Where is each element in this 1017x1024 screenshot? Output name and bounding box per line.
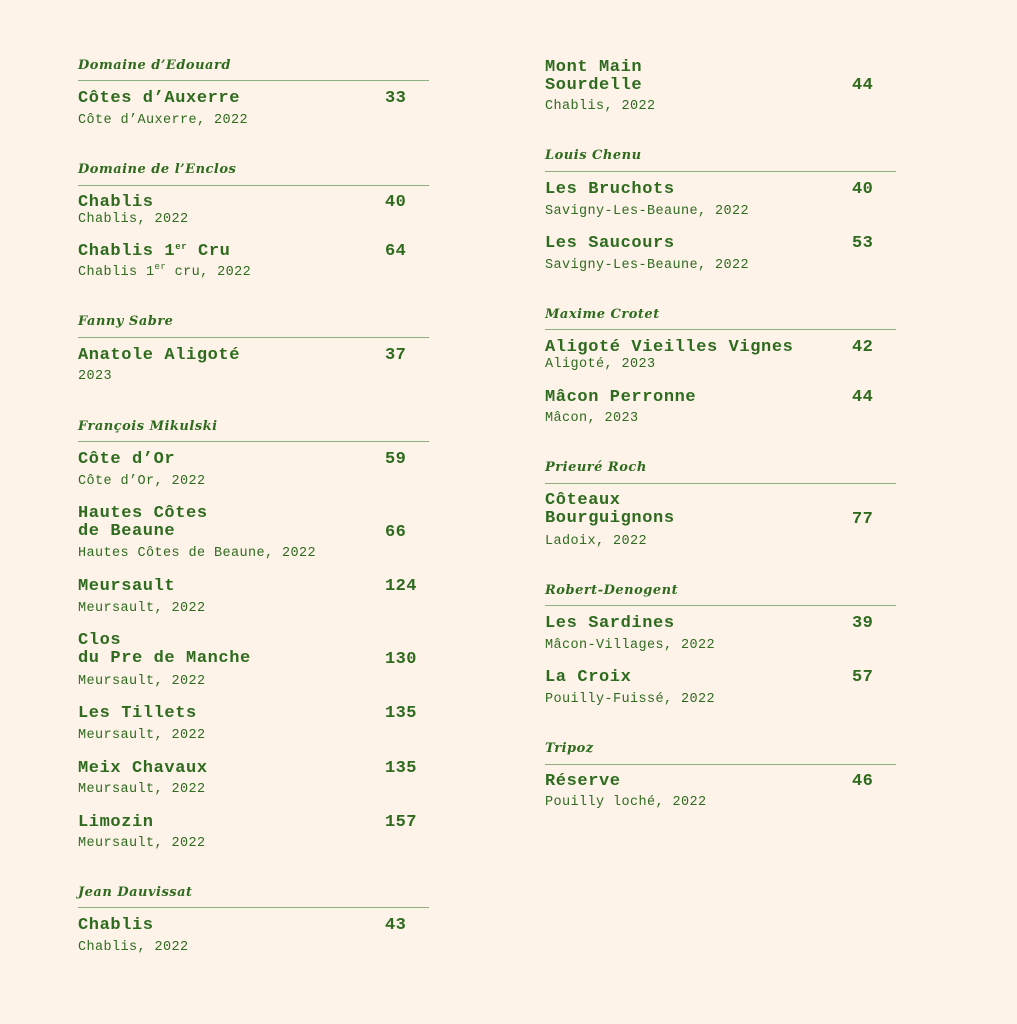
wine-name: La Croix [545,668,632,687]
producer-heading: Maxime Crotet [545,307,660,322]
wine-price: 64 [385,242,407,261]
wine-price: 33 [385,89,407,108]
wine-name: Anatole Aligoté [78,346,241,365]
section-divider [545,605,896,606]
wine-name-text: Chablis 1 [78,242,176,261]
wine-name: Meursault [78,577,176,596]
wine-name: Côteaux Bourguignons [545,491,675,528]
wine-price: 66 [385,523,407,542]
wine-origin: Savigny-Les-Beaune, 2022 [545,204,750,219]
producer-heading: François Mikulski [78,419,218,434]
wine-origin: Côte d’Auxerre, 2022 [78,113,249,128]
section-divider [78,907,429,908]
wine-price: 53 [852,234,874,253]
wine-price: 44 [852,388,874,407]
wine-price: 40 [385,193,407,212]
wine-name: Mont Main Sourdelle [545,58,643,95]
wine-price: 43 [385,916,407,935]
producer-heading: Jean Dauvissat [78,885,193,900]
wine-price: 37 [385,346,407,365]
wine-origin: Hautes Côtes de Beaune, 2022 [78,546,317,561]
wine-price: 124 [385,577,417,596]
section-divider [78,337,429,338]
wine-name: Limozin [78,813,154,832]
wine-name: Réserve [545,772,621,791]
wine-price: 59 [385,450,407,469]
wine-price: 40 [852,180,874,199]
wine-origin: 2023 [78,369,113,384]
wine-name-text: Cru [187,242,231,261]
wine-origin: Aligoté, 2023 [545,357,656,372]
wine-name: Hautes Côtes de Beaune [78,504,208,541]
wine-origin: Meursault, 2022 [78,836,206,851]
producer-heading: Domaine de l’Enclos [78,162,237,177]
section-divider [78,80,429,81]
wine-name: Chablis [78,193,154,212]
wine-origin: Chablis, 2022 [78,212,189,227]
wine-origin [78,262,252,281]
wine-origin: Ladoix, 2022 [545,534,648,549]
wine-origin: Chablis, 2022 [78,940,189,955]
wine-price: 57 [852,668,874,687]
wine-name: Aligoté Vieilles Vignes [545,338,794,357]
wine-origin: Meursault, 2022 [78,601,206,616]
wine-origin: Savigny-Les-Beaune, 2022 [545,258,750,273]
wine-origin: Pouilly-Fuissé, 2022 [545,692,716,707]
ordinal-superscript: er [154,262,167,272]
wine-price: 135 [385,759,417,778]
wine-price: 130 [385,650,417,669]
wine-price: 42 [852,338,874,357]
producer-heading: Tripoz [545,741,594,756]
producer-heading: Robert-Denogent [545,583,679,598]
wine-name: Clos du Pre de Manche [78,631,251,668]
wine-origin: Meursault, 2022 [78,674,206,689]
wine-origin: Meursault, 2022 [78,782,206,797]
wine-origin: Mâcon-Villages, 2022 [545,638,716,653]
section-divider [78,441,429,442]
section-divider [545,483,896,484]
wine-origin: Côte d’Or, 2022 [78,474,206,489]
wine-name [78,243,230,261]
wine-price: 157 [385,813,417,832]
section-divider [545,764,896,765]
wine-name: Meix Chavaux [78,759,208,778]
section-divider [78,185,429,186]
wine-origin: Mâcon, 2023 [545,411,639,426]
wine-name: Les Saucours [545,234,675,253]
wine-name: Les Bruchots [545,180,675,199]
wine-name: Les Tillets [78,704,197,723]
wine-price: 46 [852,772,874,791]
wine-name: Côtes d’Auxerre [78,89,241,108]
wine-name: Les Sardines [545,614,675,633]
wine-price: 44 [852,76,874,95]
producer-heading: Prieuré Roch [545,460,647,475]
wine-origin-text: Chablis 1 [78,265,155,280]
wine-origin-text: cru, 2022 [166,265,252,280]
producer-heading: Domaine d’Edouard [78,58,231,73]
wine-name: Côte d’Or [78,450,176,469]
producer-heading: Louis Chenu [545,148,642,163]
ordinal-superscript: er [175,242,188,252]
producer-heading: Fanny Sabre [78,314,174,329]
wine-price: 77 [852,510,874,529]
wine-origin: Pouilly loché, 2022 [545,795,707,810]
wine-origin: Chablis, 2022 [545,99,656,114]
wine-price: 135 [385,704,417,723]
wine-name: Mâcon Perronne [545,388,697,407]
section-divider [545,329,896,330]
wine-origin: Meursault, 2022 [78,728,206,743]
wine-price: 39 [852,614,874,633]
wine-name: Chablis [78,916,154,935]
section-divider [545,171,896,172]
